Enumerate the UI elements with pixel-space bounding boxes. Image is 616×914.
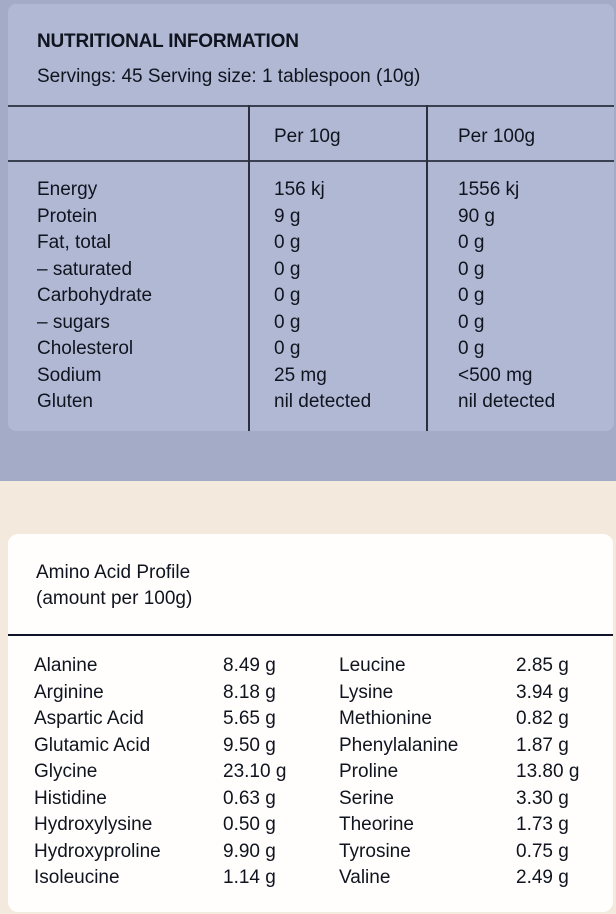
amino-value: 0.82 g	[516, 708, 569, 729]
amino-name: Theorine	[339, 814, 414, 835]
amino-value: 1.87 g	[516, 734, 569, 756]
table-top-divider	[8, 105, 614, 107]
amino-name: Isoleucine	[34, 867, 120, 888]
nutrition-row	[8, 391, 614, 418]
amino-row	[8, 735, 613, 762]
amino-name: Lysine	[339, 681, 394, 703]
amino-name: Glycine	[34, 761, 98, 782]
nutrient-label: Gluten	[37, 391, 93, 412]
per-100g-value: nil detected	[458, 391, 556, 412]
amino-value: 0.75 g	[516, 840, 569, 862]
per-100g-value: 0 g	[458, 311, 485, 333]
nutrient-label: Cholesterol	[37, 338, 134, 359]
amino-value: 0.50 g	[223, 814, 276, 835]
nutrition-row	[8, 312, 614, 339]
per-10g-value: 25 mg	[274, 364, 327, 386]
per-10g-value: 156 kj	[274, 179, 325, 200]
amino-row	[8, 708, 613, 735]
nutrition-row	[8, 179, 614, 206]
nutrient-label: Fat, total	[37, 232, 111, 253]
amino-name: Methionine	[339, 708, 432, 729]
amino-name: Serine	[339, 787, 394, 809]
serving-info: Servings: 45 Serving size: 1 tablespoon (10g)	[37, 66, 421, 87]
nutrient-label: – saturated	[37, 258, 133, 280]
amino-name: Valine	[339, 867, 391, 888]
per-10g-value: 0 g	[274, 311, 301, 333]
amino-name: Phenylalanine	[339, 734, 459, 756]
amino-name: Arginine	[34, 681, 104, 703]
per-100g-value: 0 g	[458, 258, 485, 280]
nutrition-row	[8, 232, 614, 259]
amino-name: Leucine	[339, 655, 406, 676]
amino-acid-panel	[8, 534, 613, 912]
nutrition-title: NUTRITIONAL INFORMATION	[37, 31, 299, 52]
amino-name: Hydroxylysine	[34, 814, 153, 835]
column-header-per-10g: Per 10g	[274, 126, 341, 147]
per-10g-value: 0 g	[274, 232, 301, 253]
amino-value: 2.49 g	[516, 867, 569, 888]
amino-row	[8, 682, 613, 709]
amino-value: 23.10 g	[223, 761, 287, 782]
nutrition-row	[8, 285, 614, 312]
per-10g-value: 0 g	[274, 285, 301, 306]
amino-title-line2: (amount per 100g)	[36, 588, 193, 609]
nutrition-panel	[8, 4, 614, 431]
amino-title	[36, 560, 192, 612]
amino-row	[8, 814, 613, 841]
per-10g-value: nil detected	[274, 391, 372, 412]
amino-value: 3.94 g	[516, 681, 569, 703]
amino-value: 8.49 g	[223, 655, 276, 676]
amino-value: 13.80 g	[516, 761, 580, 782]
nutrition-row	[8, 338, 614, 365]
table-header-divider	[8, 160, 614, 162]
nutrient-label: Protein	[37, 205, 98, 227]
amino-name: Histidine	[34, 787, 107, 809]
per-100g-value: <500 mg	[458, 364, 533, 386]
amino-name: Glutamic Acid	[34, 734, 151, 756]
amino-name: Alanine	[34, 655, 98, 676]
per-10g-value: 0 g	[274, 258, 301, 280]
per-100g-value: 0 g	[458, 232, 485, 253]
nutrition-row	[8, 259, 614, 286]
nutrient-label: Carbohydrate	[37, 285, 153, 306]
nutrition-row	[8, 206, 614, 233]
column-header-per-100g: Per 100g	[458, 126, 536, 147]
amino-value: 2.85 g	[516, 655, 569, 676]
amino-value: 1.73 g	[516, 814, 569, 835]
amino-divider	[8, 634, 613, 636]
amino-row	[8, 761, 613, 788]
amino-value: 9.50 g	[223, 734, 276, 756]
nutrition-row	[8, 365, 614, 392]
amino-title-line1: Amino Acid Profile	[36, 562, 191, 583]
amino-row	[8, 867, 613, 894]
per-100g-value: 0 g	[458, 285, 485, 306]
amino-value: 0.63 g	[223, 787, 276, 809]
amino-value: 5.65 g	[223, 708, 276, 729]
amino-value: 9.90 g	[223, 840, 276, 862]
nutrient-label: Energy	[37, 179, 98, 200]
amino-name: Hydroxyproline	[34, 840, 161, 862]
per-100g-value: 1556 kj	[458, 179, 520, 200]
amino-row	[8, 841, 613, 868]
amino-row	[8, 655, 613, 682]
amino-row	[8, 788, 613, 815]
amino-value: 8.18 g	[223, 681, 276, 703]
amino-name: Aspartic Acid	[34, 708, 144, 729]
amino-name: Tyrosine	[339, 840, 411, 862]
per-10g-value: 0 g	[274, 338, 301, 359]
nutrient-label: – sugars	[37, 311, 110, 333]
nutrient-label: Sodium	[37, 364, 102, 386]
per-10g-value: 9 g	[274, 205, 301, 227]
amino-value: 3.30 g	[516, 787, 569, 809]
amino-value: 1.14 g	[223, 867, 276, 888]
amino-name: Proline	[339, 761, 399, 782]
per-100g-value: 90 g	[458, 205, 495, 227]
per-100g-value: 0 g	[458, 338, 485, 359]
